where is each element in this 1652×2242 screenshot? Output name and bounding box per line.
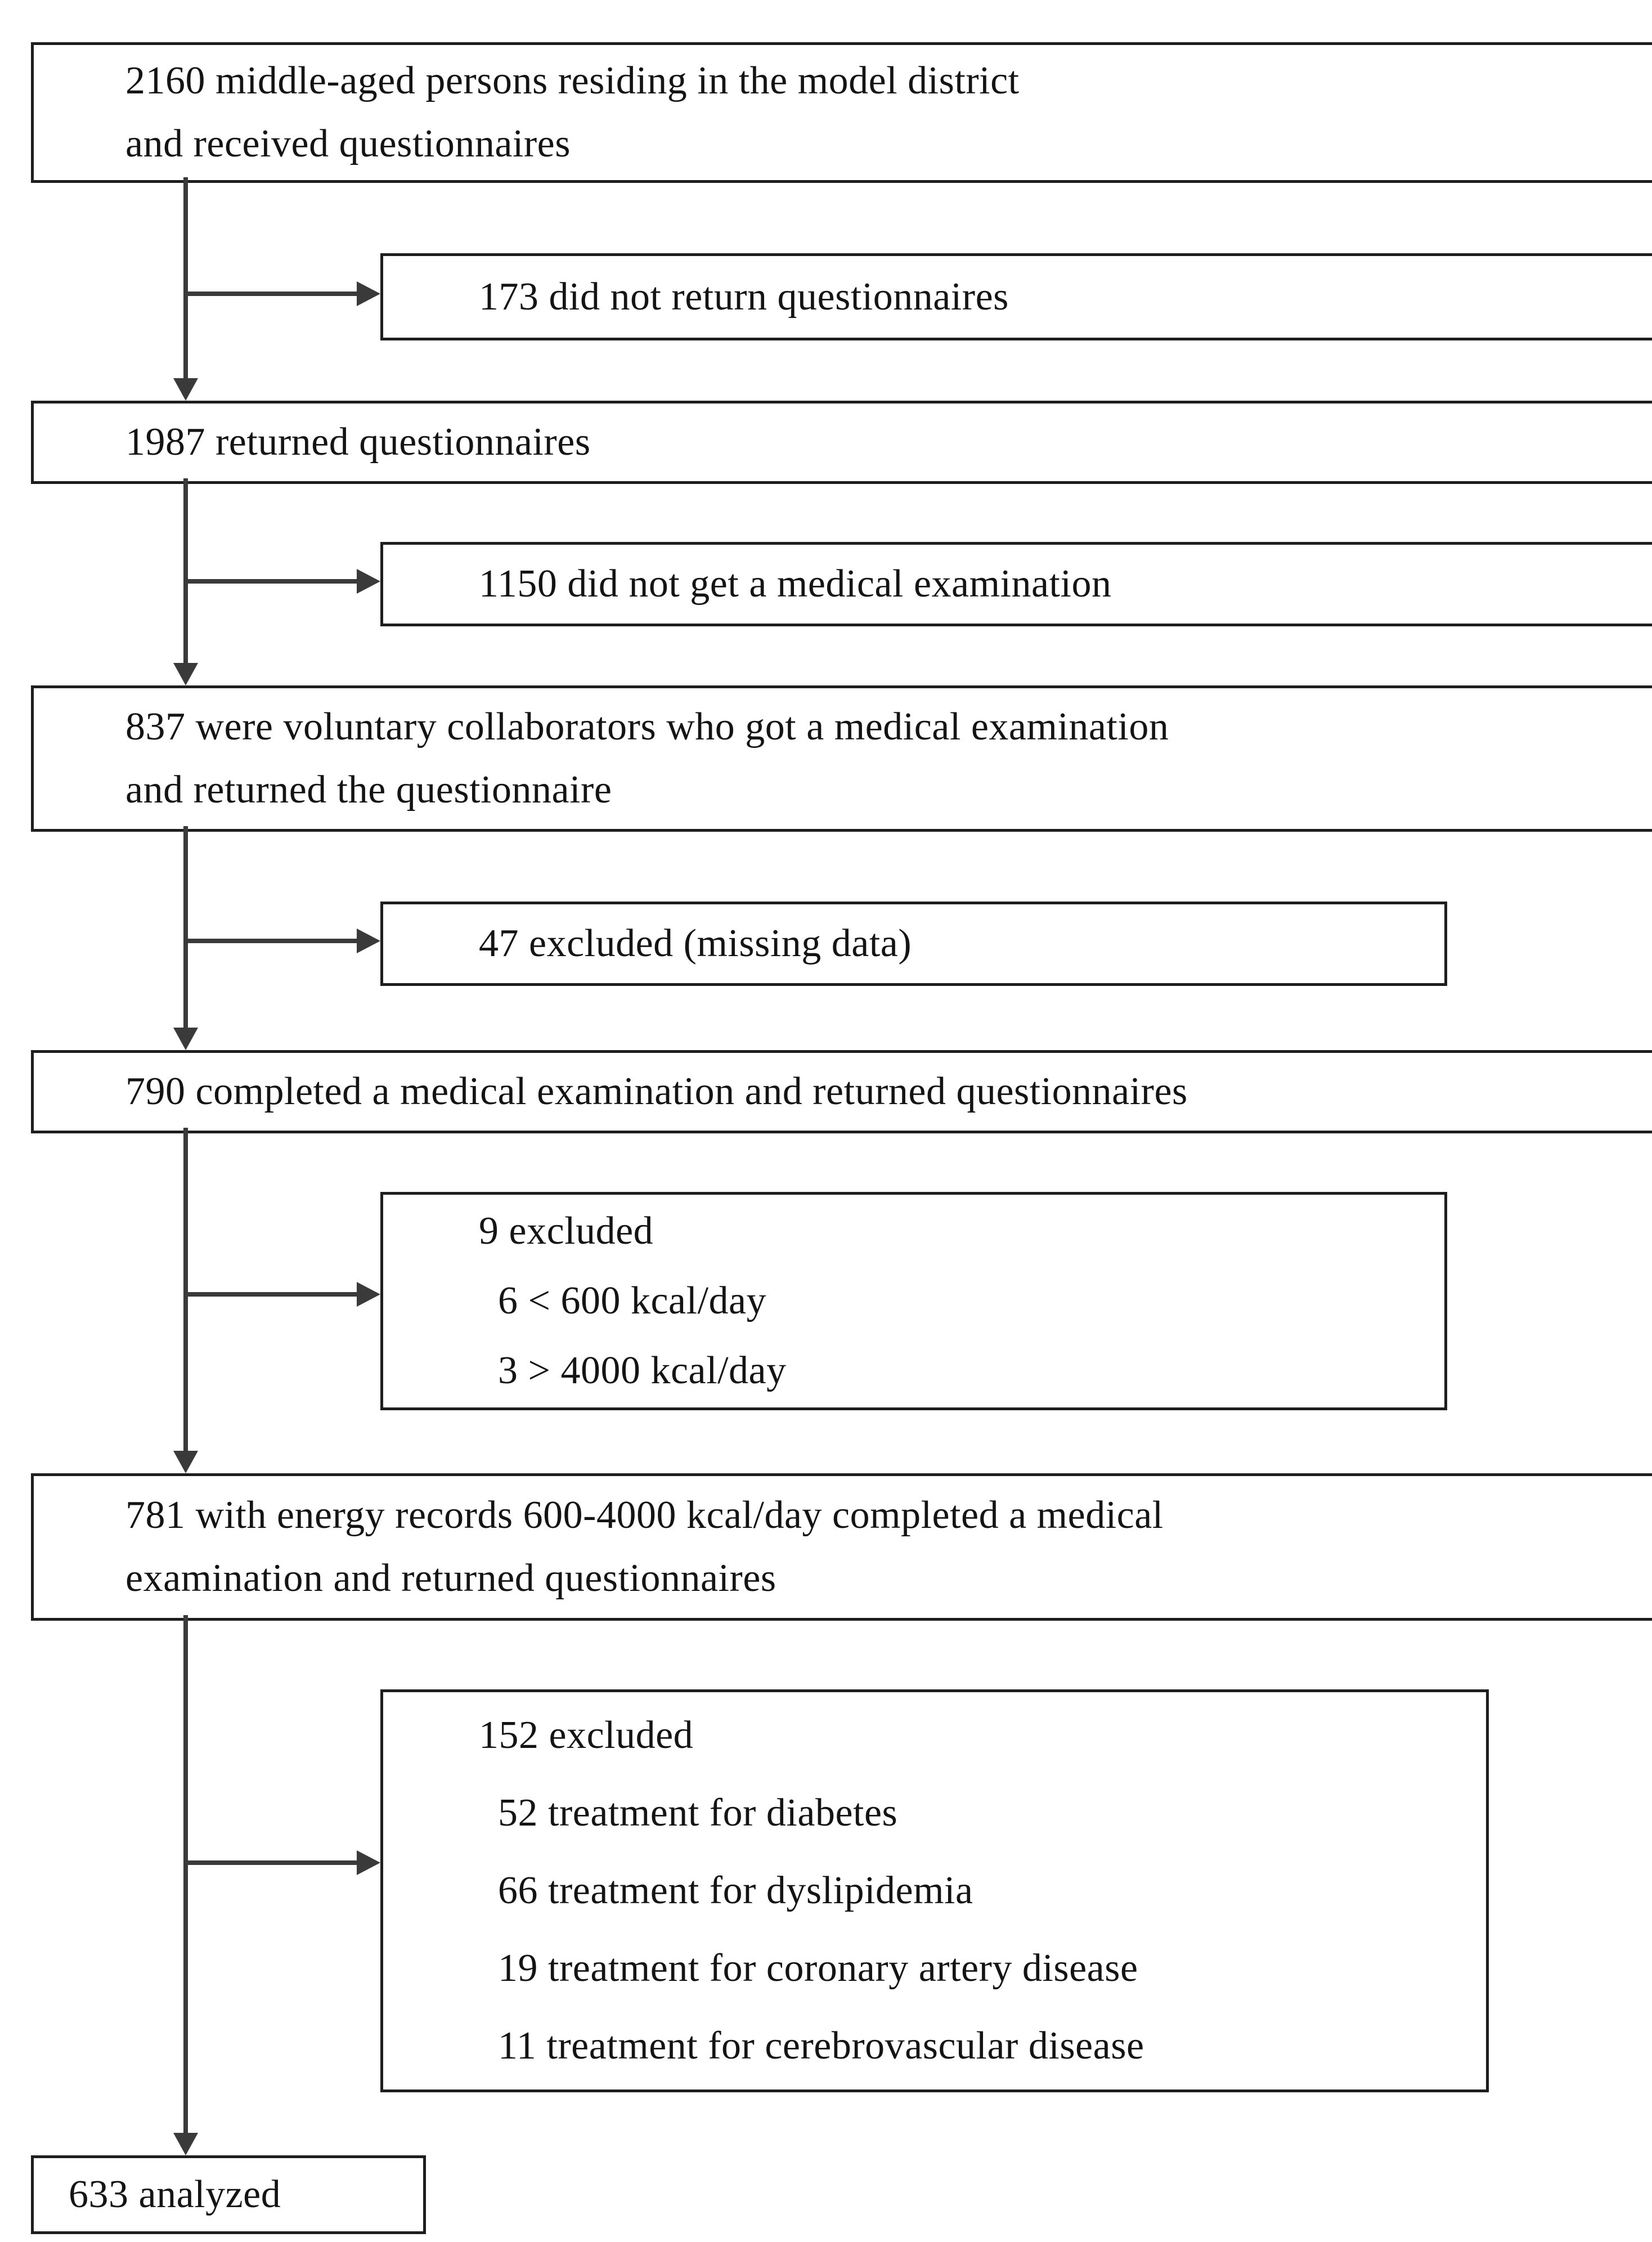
box-text-line: 66 treatment for dyslipidemia bbox=[498, 1869, 973, 1912]
box-text-line: 1987 returned questionnaires bbox=[125, 420, 591, 464]
box-text-line: 6 < 600 kcal/day bbox=[498, 1279, 767, 1322]
main-box-returned-questionnaires bbox=[31, 401, 1652, 484]
down-arrow-1-head-icon bbox=[173, 378, 198, 401]
down-arrow-4-head-icon bbox=[173, 1451, 198, 1473]
main-box-completed-examination bbox=[31, 1050, 1652, 1133]
right-arrow-1-line bbox=[183, 292, 359, 296]
right-arrow-5-head-icon bbox=[357, 1850, 380, 1875]
right-arrow-2-line bbox=[183, 579, 359, 584]
main-box-energy-records bbox=[31, 1473, 1652, 1621]
box-text-line: 19 treatment for coronary artery disease bbox=[498, 1947, 1138, 1990]
box-text-line: 52 treatment for diabetes bbox=[498, 1791, 898, 1835]
main-box-voluntary-collaborators bbox=[31, 685, 1652, 832]
exclusion-box-treatment bbox=[380, 1689, 1489, 2092]
box-text-line: 790 completed a medical examination and returned questionnaires bbox=[125, 1070, 1188, 1113]
down-arrow-3-head-icon bbox=[173, 1028, 198, 1050]
exclusion-box-did-not-return bbox=[380, 253, 1652, 340]
box-text-line: and returned the questionnaire bbox=[125, 768, 612, 811]
box-text-line: 47 excluded (missing data) bbox=[479, 922, 912, 965]
down-arrow-1-line bbox=[183, 177, 188, 378]
down-arrow-2-line bbox=[183, 478, 188, 663]
exclusion-box-no-medical-examination bbox=[380, 542, 1652, 626]
box-text-line: 11 treatment for cerebrovascular disease bbox=[498, 2024, 1144, 2068]
down-arrow-3-line bbox=[183, 826, 188, 1028]
box-text-line: 152 excluded bbox=[479, 1714, 694, 1757]
down-arrow-5-line bbox=[183, 1615, 188, 2133]
right-arrow-5-line bbox=[183, 1860, 359, 1865]
down-arrow-2-head-icon bbox=[173, 663, 198, 685]
main-box-analyzed bbox=[31, 2155, 426, 2234]
right-arrow-4-line bbox=[183, 1292, 359, 1297]
box-text-line: examination and returned questionnaires bbox=[125, 1557, 776, 1600]
exclusion-box-energy-outliers bbox=[380, 1192, 1447, 1410]
box-text-line: 3 > 4000 kcal/day bbox=[498, 1349, 787, 1392]
box-text-line: 1150 did not get a medical examination bbox=[479, 562, 1112, 606]
box-text-line: 2160 middle-aged persons residing in the model district bbox=[125, 59, 1020, 102]
box-text-line: 837 were voluntary collaborators who got a medical examination bbox=[125, 705, 1169, 748]
down-arrow-5-head-icon bbox=[173, 2133, 198, 2155]
down-arrow-4-line bbox=[183, 1128, 188, 1451]
box-text-line: 781 with energy records 600-4000 kcal/day completed a medical bbox=[125, 1494, 1164, 1537]
right-arrow-2-head-icon bbox=[357, 569, 380, 594]
box-text-line: 9 excluded bbox=[479, 1209, 654, 1253]
box-text-line: 173 did not return questionnaires bbox=[479, 275, 1009, 319]
right-arrow-3-head-icon bbox=[357, 929, 380, 953]
right-arrow-4-head-icon bbox=[357, 1282, 380, 1307]
main-box-received-questionnaires bbox=[31, 42, 1652, 183]
right-arrow-1-head-icon bbox=[357, 281, 380, 306]
box-text-line: 633 analyzed bbox=[69, 2173, 281, 2216]
box-text-line: and received questionnaires bbox=[125, 122, 571, 165]
exclusion-box-missing-data bbox=[380, 902, 1447, 986]
right-arrow-3-line bbox=[183, 939, 359, 943]
